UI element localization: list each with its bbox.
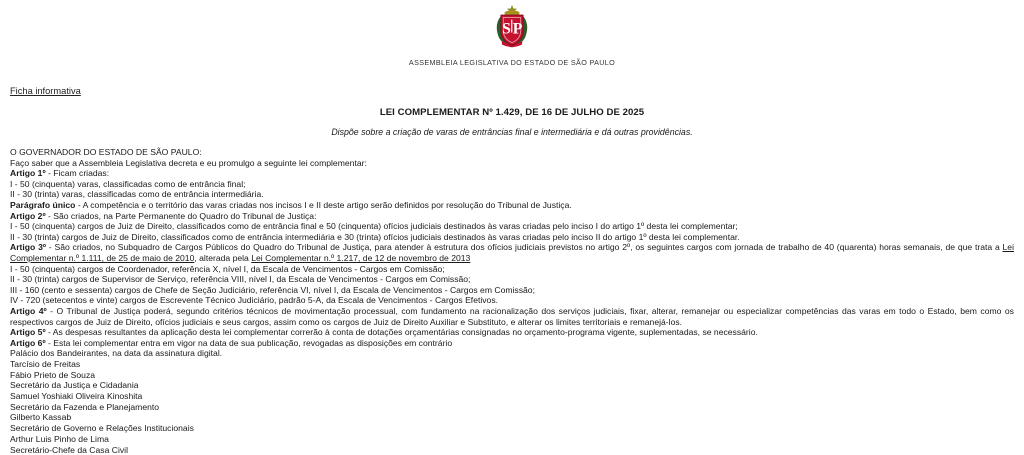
sao-paulo-coat-of-arms-icon (489, 4, 535, 50)
article-2-item-2: II - 30 (trinta) cargos de Juiz de Direito, classificados como de entrância intermediária e 30 (trinta) ofícios judiciais destinados às varas criadas pelo inciso II do artigo 1º desta lei complementar. (10, 232, 1014, 243)
signatory-role: Secretário-Chefe da Casa Civil (10, 445, 1014, 455)
signatory-name: Tarcísio de Freitas (10, 359, 1014, 370)
signatory-name: Arthur Luis Pinho de Lima (10, 434, 1014, 445)
article-1-item-1: I - 50 (cinquenta) varas, classificadas como de entrância final; (10, 179, 1014, 190)
svg-text:P: P (513, 20, 523, 37)
article-4 (10, 306, 1014, 327)
article-4-label: Artigo 4º (10, 306, 47, 316)
article-2-item-1: I - 50 (cinquenta) cargos de Juiz de Direito, classificados como de entrância final e 50 (cinquenta) ofícios judiciais destinados às varas criadas pelo inciso I do artigo 1º desta lei complementar; (10, 221, 1014, 232)
svg-text:S: S (502, 20, 511, 37)
article-3-item-1: I - 50 (cinquenta) cargos de Coordenador, referência X, nível I, da Escala de Vencimentos - Cargos em Comissão; (10, 264, 1014, 275)
article-5 (10, 327, 1014, 338)
article-6 (10, 338, 1014, 349)
article-5-text: - As despesas resultantes da aplicação desta lei complementar correrão à conta de dotações orçamentárias consignadas no orçamento-programa vigente, suplementadas, se necessário. (46, 327, 758, 337)
article-3-label: Artigo 3º (10, 242, 46, 252)
page-title: LEI COMPLEMENTAR Nº 1.429, DE 16 DE JULHO DE 2025 (6, 107, 1018, 118)
paragrafo-unico-label: Parágrafo único (10, 200, 75, 210)
article-3 (10, 242, 1014, 263)
info-link-row (6, 81, 1018, 99)
signatory-role: Secretário da Fazenda e Planejamento (10, 402, 1014, 413)
signature-block (10, 359, 1014, 455)
organization-name: ASSEMBLEIA LEGISLATIVA DO ESTADO DE SÃO PAULO (6, 58, 1018, 67)
article-6-label: Artigo 6º (10, 338, 46, 348)
article-1-label: Artigo 1º (10, 168, 46, 178)
article-3-text-part-2: , alterada pela (194, 253, 251, 263)
ficha-informativa-link[interactable]: Ficha informativa (10, 86, 81, 96)
article-6-text: - Esta lei complementar entra em vigor na data de sua publicação, revogadas as disposições em contrário (46, 338, 453, 348)
paragrafo-unico (10, 200, 1014, 211)
place-and-date: Palácio dos Bandeirantes, na data da assinatura digital. (10, 348, 1014, 359)
article-3-item-3: III - 160 (cento e sessenta) cargos de Chefe de Seção Judiciário, referência VI, nível I, da Escala de Vencimentos - Cargos em Comissão; (10, 285, 1014, 296)
preamble-line-2: Faço saber que a Assembleia Legislativa decreta e eu promulgo a seguinte lei complementar: (10, 158, 1014, 169)
article-3-text-part-1: - São criados, no Subquadro de Cargos Públicos do Quadro do Tribunal de Justiça, para atender à estrutura dos ofícios judiciais previstos no artigo 2º, os seguintes cargos com jornada de trabalho de 40 (quarenta) horas semanais, de que trata a (46, 242, 1003, 252)
masthead (6, 0, 1018, 67)
article-2-text: - São criados, na Parte Permanente do Quadro do Tribunal de Justiça: (46, 211, 317, 221)
signatory-role: Secretário da Justiça e Cidadania (10, 380, 1014, 391)
document-body (6, 147, 1018, 455)
article-3-item-4: IV - 720 (setecentos e vinte) cargos de Escrevente Técnico Judiciário, padrão 5-A, da Escala de Vencimentos - Cargos Efetivos. (10, 295, 1014, 306)
signatory-name: Fábio Prieto de Souza (10, 370, 1014, 381)
article-1-item-2: II - 30 (trinta) varas, classificadas como de entrância intermediária. (10, 189, 1014, 200)
article-5-label: Artigo 5º (10, 327, 46, 337)
signatory-name: Gilberto Kassab (10, 412, 1014, 423)
article-3-item-2: II - 30 (trinta) cargos de Supervisor de Serviço, referência VIII, nível I, da Escala de Vencimentos - Cargos em Comissão; (10, 274, 1014, 285)
page-subtitle: Dispõe sobre a criação de varas de entrâncias final e intermediária e dá outras providências. (6, 127, 1018, 137)
article-2-label: Artigo 2º (10, 211, 46, 221)
paragrafo-unico-text: - A competência e o território das varas criadas nos incisos I e II deste artigo serão definidos por resolução do Tribunal de Justiça. (75, 200, 571, 210)
signatory-name: Samuel Yoshiaki Oliveira Kinoshita (10, 391, 1014, 402)
article-1 (10, 168, 1014, 179)
article-2 (10, 211, 1014, 222)
preamble-line-1: O GOVERNADOR DO ESTADO DE SÃO PAULO: (10, 147, 1014, 158)
signatory-role: Secretário de Governo e Relações Institucionais (10, 423, 1014, 434)
lei-complementar-1217-link[interactable]: Lei Complementar n.º 1.217, de 12 de novembro de 2013 (251, 253, 470, 263)
article-1-text: - Ficam criadas: (46, 168, 110, 178)
lei-complementar-1111-link[interactable]: Lei Complementar n.º 1.111, de 25 de maio de 2010 (10, 242, 1014, 263)
article-4-text: - O Tribunal de Justiça poderá, segundo critérios técnicos de movimentação processual, com fundamento na racionalização dos serviços judiciais, fixar, alterar, remanejar ou especializar competências das varas em todo o Estado, bem como os respectivos cargos de Juiz de Direito, ofícios judiciais e seus cargos, assim como os cargos de Juiz de Direito Auxiliar e Substituto, e alterar os limites territoriais e remanejá-los. (10, 306, 1014, 327)
